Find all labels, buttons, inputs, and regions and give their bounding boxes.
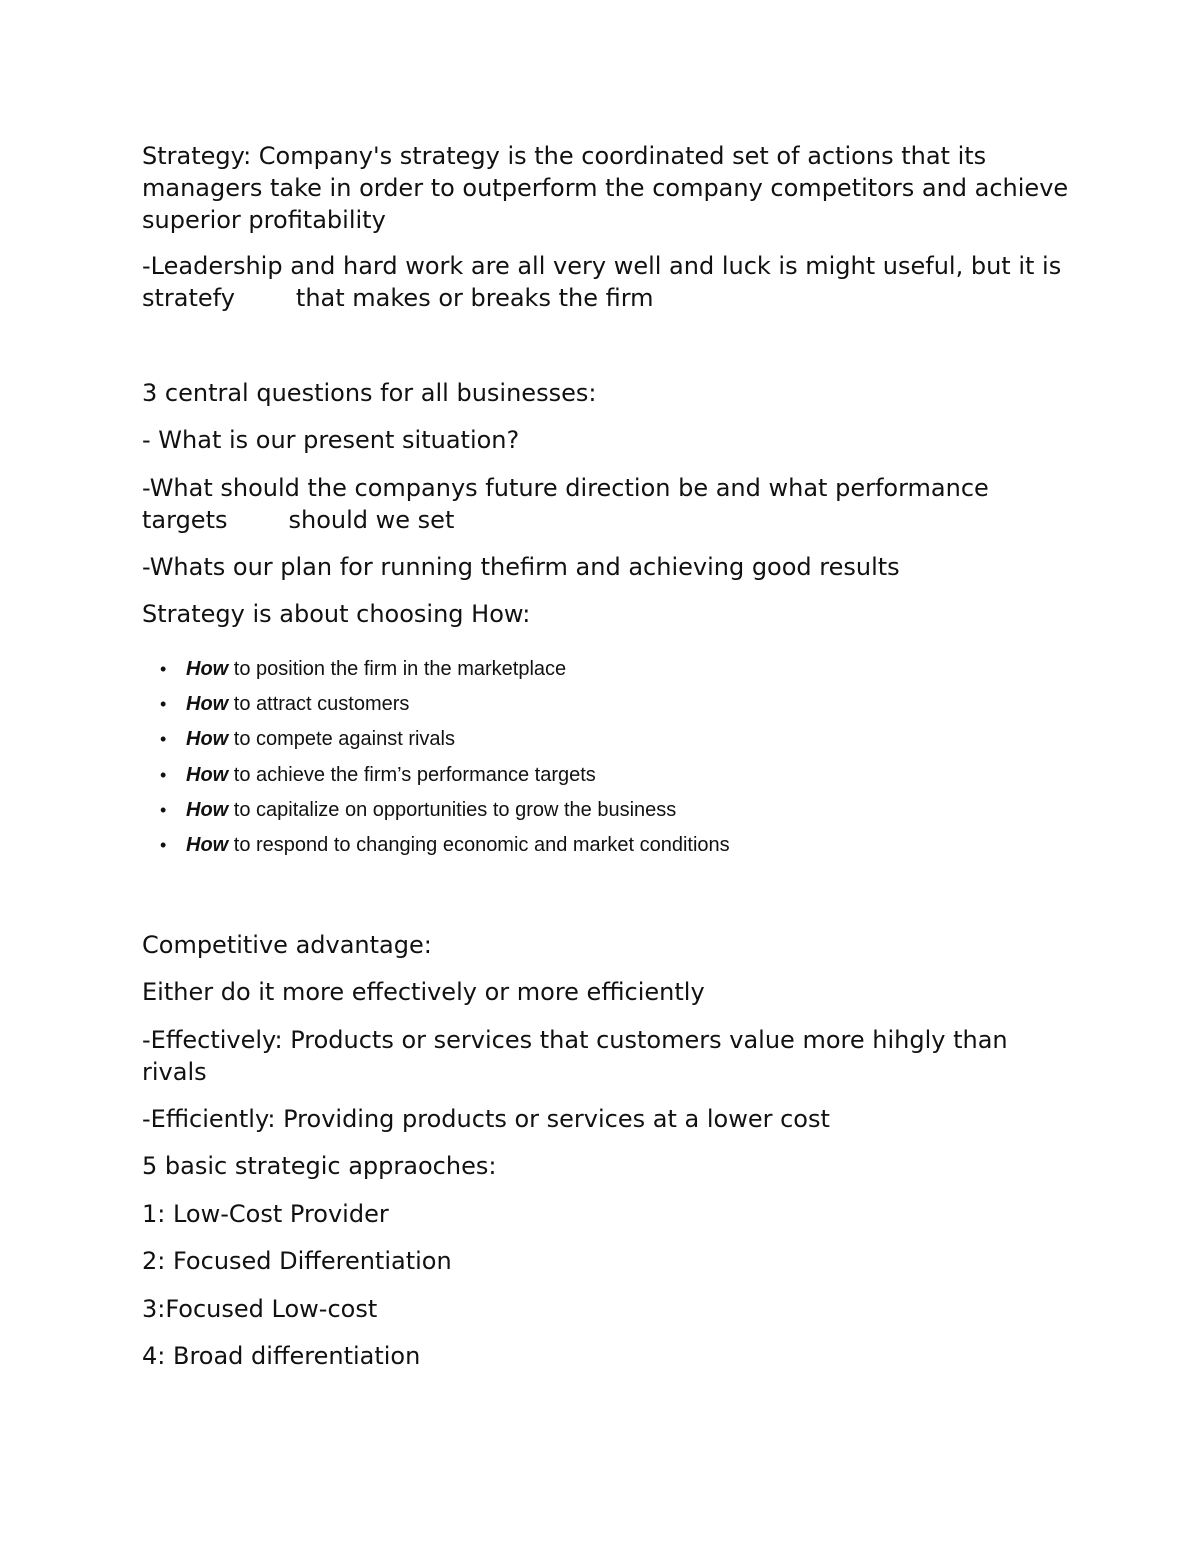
how-bullet-item bbox=[160, 828, 960, 863]
bullet-text: to respond to changing economic and market conditions bbox=[228, 833, 730, 856]
approaches-heading: 5 basic strategic appraoches: bbox=[142, 1152, 497, 1180]
bullet-lead: How bbox=[186, 833, 229, 856]
bullet-lead: How bbox=[186, 763, 229, 786]
bullet-icon: • bbox=[160, 729, 167, 750]
questions-heading: 3 central questions for all businesses: bbox=[142, 379, 597, 407]
bullet-text: to capitalize on opportunities to grow the business bbox=[228, 798, 677, 821]
bullet-lead: How bbox=[186, 693, 229, 716]
competitive-line: Either do it more effectively or more efficiently bbox=[142, 978, 705, 1006]
strategy-definition: Strategy: Company's strategy is the coordinated set of actions that its managers take in order to outperform the company competitors and achieve superior profitability bbox=[142, 142, 1076, 234]
how-bullet-item bbox=[160, 687, 960, 722]
how-bullet-item bbox=[160, 722, 960, 757]
question-3: -Whats our plan for running thefirm and achieving good results bbox=[142, 553, 900, 581]
bullet-icon: • bbox=[160, 659, 167, 679]
approach-item: 2: Focused Differentiation bbox=[142, 1247, 452, 1275]
bullet-icon: • bbox=[160, 799, 167, 820]
bullet-text: to achieve the firm’s performance targets bbox=[228, 763, 596, 786]
how-bullet-item bbox=[160, 652, 960, 687]
bullet-icon: • bbox=[160, 694, 167, 715]
bullet-lead: How bbox=[186, 728, 229, 751]
how-bullet-list bbox=[160, 652, 960, 863]
efficiently-definition: -Efficiently: Providing products or services at a lower cost bbox=[142, 1105, 830, 1133]
question-2: -What should the companys future direction be and what performance targets should we set bbox=[142, 474, 997, 534]
how-bullet-item bbox=[160, 793, 960, 828]
bullet-lead: How bbox=[186, 658, 229, 680]
bullet-lead: How bbox=[186, 798, 229, 821]
bullet-text: to attract customers bbox=[228, 693, 410, 716]
bullet-text: to position the firm in the marketplace bbox=[228, 658, 567, 680]
bullet-icon: • bbox=[160, 764, 167, 785]
how-bullet-item bbox=[160, 758, 960, 793]
question-1: - What is our present situation? bbox=[142, 426, 520, 454]
approach-item: 4: Broad differentiation bbox=[142, 1342, 421, 1370]
bullet-text: to compete against rivals bbox=[228, 728, 455, 751]
approach-item: 3:Focused Low-cost bbox=[142, 1295, 378, 1323]
effectively-definition: -Effectively: Products or services that customers value more hihgly than rivals bbox=[142, 1026, 1016, 1086]
competitive-heading: Competitive advantage: bbox=[142, 931, 432, 959]
bullet-icon: • bbox=[160, 834, 167, 855]
approach-item: 1: Low-Cost Provider bbox=[142, 1200, 389, 1228]
leadership-note: -Leadership and hard work are all very well and luck is might useful, but it is stratefy that makes or breaks the firm bbox=[142, 252, 1069, 312]
how-heading: Strategy is about choosing How: bbox=[142, 600, 531, 628]
